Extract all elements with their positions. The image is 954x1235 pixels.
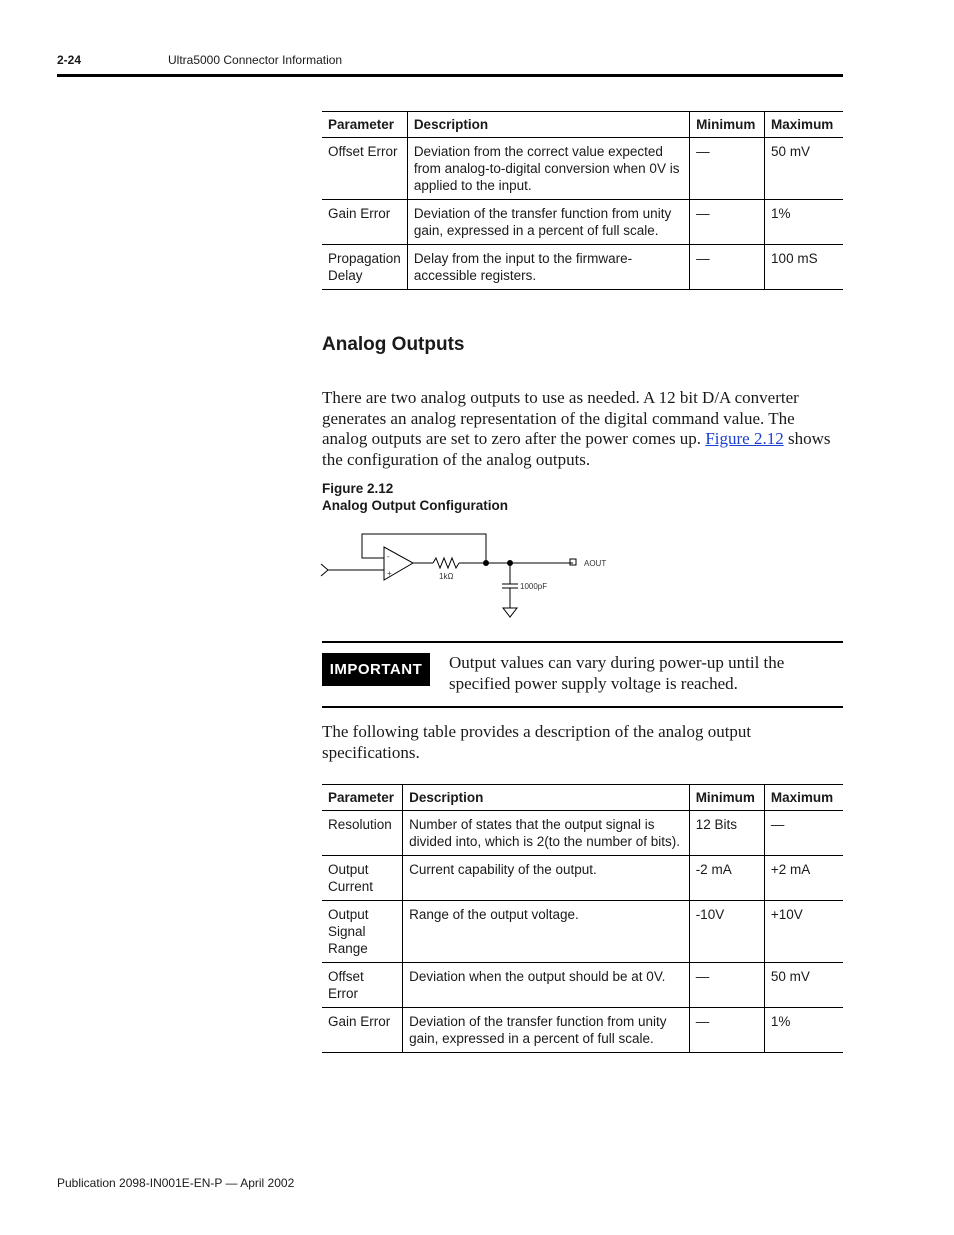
cell-maximum: 50 mV	[764, 963, 843, 1008]
table-row	[322, 963, 843, 1008]
resistor-icon	[433, 558, 459, 568]
table-row	[322, 901, 843, 963]
cell-description: Deviation from the correct value expected from analog-to-digital conversion when 0V is applied to the input.	[407, 138, 689, 200]
column-header-parameter: Parameter	[322, 112, 407, 138]
op-amp-minus-label: -	[387, 552, 390, 561]
table-row	[322, 856, 843, 901]
figure-caption	[322, 480, 508, 514]
intro-tail: shows the configuration of the analog outputs.	[322, 429, 831, 469]
table-row	[322, 245, 843, 290]
cell-minimum: —	[690, 200, 765, 245]
cell-maximum: 100 mS	[765, 245, 843, 290]
important-text: Output values can vary during power-up until the specified power supply voltage is reached.	[449, 653, 785, 693]
column-header-minimum: Minimum	[690, 112, 765, 138]
table-header-row	[322, 785, 843, 811]
cell-minimum: —	[689, 963, 764, 1008]
cell-minimum: —	[690, 245, 765, 290]
column-header-description: Description	[407, 112, 689, 138]
cell-parameter: Output Current	[322, 856, 403, 901]
cell-minimum: -2 mA	[689, 856, 764, 901]
column-header-maximum: Maximum	[764, 785, 843, 811]
section-title: Analog Outputs	[322, 334, 465, 355]
cell-description: Deviation of the transfer function from unity gain, expressed in a percent of full scale.	[403, 1008, 690, 1053]
output-table-intro: The following table provides a description of the analog output specifications.	[322, 722, 752, 762]
cell-parameter: Offset Error	[322, 138, 407, 200]
cell-minimum: —	[689, 1008, 764, 1053]
cell-description: Deviation of the transfer function from unity gain, expressed in a percent of full scale.	[407, 200, 689, 245]
cell-maximum: 1%	[765, 200, 843, 245]
cell-parameter: Propagation Delay	[322, 245, 407, 290]
intro-paragraph	[322, 388, 842, 470]
input-arrow-icon	[321, 564, 328, 576]
figure-title: Analog Output Configuration	[322, 498, 508, 513]
cell-maximum: 50 mV	[765, 138, 843, 200]
table-row	[322, 1008, 843, 1053]
cell-maximum: +10V	[764, 901, 843, 963]
cell-maximum: +2 mA	[764, 856, 843, 901]
cell-minimum: -10V	[689, 901, 764, 963]
cell-description: Number of states that the output signal is divided into, which is 2(to the number of bits).	[403, 811, 690, 856]
ground-icon	[503, 608, 517, 617]
figure-link[interactable]: Figure 2.12	[705, 429, 784, 448]
cell-maximum: —	[764, 811, 843, 856]
output-terminal-icon	[570, 559, 576, 565]
junction-dot	[507, 560, 513, 566]
cell-minimum: —	[690, 138, 765, 200]
input-spec-table	[322, 111, 843, 290]
output-spec-table	[322, 784, 843, 1053]
capacitor-label: 1000pF	[520, 582, 548, 591]
feedback-wire	[362, 534, 486, 563]
header-rule	[57, 74, 843, 77]
cell-maximum: 1%	[764, 1008, 843, 1053]
publication-footer: Publication 2098-IN001E-EN-P — April 2002	[57, 1176, 295, 1190]
op-amp-plus-label: +	[387, 569, 392, 578]
running-title: Ultra5000 Connector Information	[168, 53, 343, 67]
aout-label: AOUT	[584, 559, 607, 568]
junction-dot	[483, 560, 489, 566]
cell-description: Deviation when the output should be at 0V.	[403, 963, 690, 1008]
table-row	[322, 138, 843, 200]
resistor-label: 1kΩ	[439, 572, 454, 581]
important-label: IMPORTANT	[322, 653, 430, 686]
table-row	[322, 200, 843, 245]
page-number: 2-24	[57, 53, 82, 67]
cell-parameter: Resolution	[322, 811, 403, 856]
cell-description: Delay from the input to the firmware-accessible registers.	[407, 245, 689, 290]
column-header-minimum: Minimum	[689, 785, 764, 811]
column-header-maximum: Maximum	[765, 112, 843, 138]
cell-description: Range of the output voltage.	[403, 901, 690, 963]
cell-parameter: Gain Error	[322, 1008, 403, 1053]
cell-parameter: Gain Error	[322, 200, 407, 245]
table-row	[322, 811, 843, 856]
column-header-description: Description	[403, 785, 690, 811]
column-header-parameter: Parameter	[322, 785, 403, 811]
cell-parameter: Offset Error	[322, 963, 403, 1008]
table-header-row	[322, 112, 843, 138]
cell-parameter: Output Signal Range	[322, 901, 403, 963]
cell-minimum: 12 Bits	[689, 811, 764, 856]
analog-output-circuit-diagram	[318, 528, 618, 624]
intro-text: There are two analog outputs to use as needed. A 12 bit D/A converter generates an analog representation of the digital command value. The analog outputs are set to zero after the power comes up.	[322, 388, 799, 448]
cell-description: Current capability of the output.	[403, 856, 690, 901]
important-notice	[322, 641, 843, 708]
figure-number: Figure 2.12	[322, 481, 394, 496]
